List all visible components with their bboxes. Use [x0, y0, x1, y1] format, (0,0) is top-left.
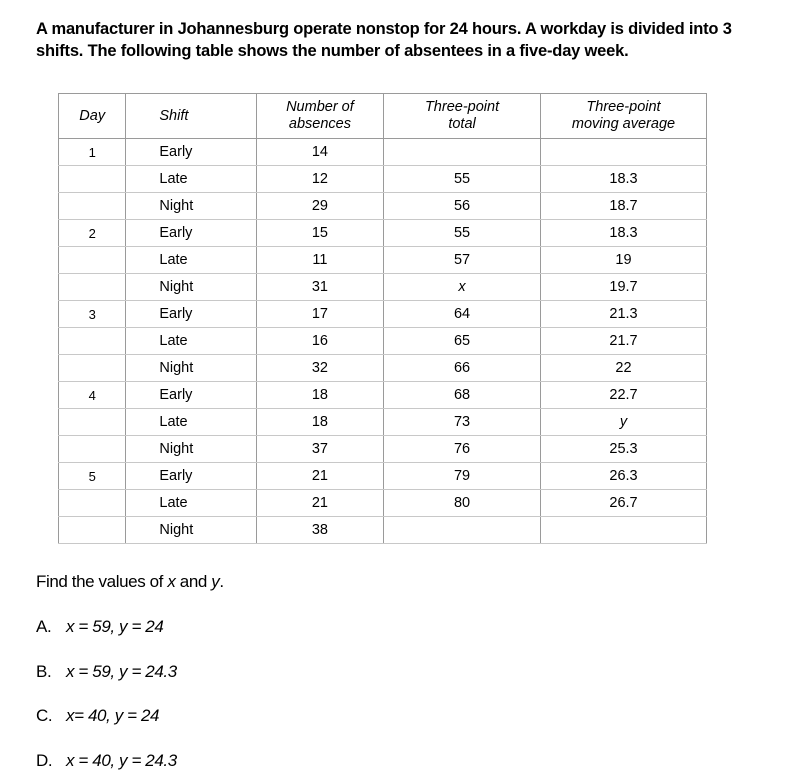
absences-cell: 16: [256, 328, 383, 355]
option-letter: B.: [36, 662, 52, 681]
three-point-total-cell: 55: [384, 220, 541, 247]
variable-x: x: [167, 572, 176, 591]
three-point-total-cell: 66: [384, 355, 541, 382]
three-point-total-cell: 68: [384, 382, 541, 409]
three-point-total-cell: 80: [384, 490, 541, 517]
problem-line-2: shifts. The following table shows the number of absentees in a five-day week.: [36, 42, 629, 60]
option-letter: C.: [36, 706, 53, 725]
moving-average-cell: 18.3: [541, 166, 707, 193]
day-cell: [59, 274, 126, 301]
moving-average-cell: 21.7: [541, 328, 707, 355]
three-point-total-cell: x: [384, 274, 541, 301]
problem-line-1: A manufacturer in Johannesburg operate nonstop for 24 hours. A workday is divided into 3: [36, 20, 732, 38]
day-cell: 5: [59, 463, 126, 490]
table-row: [59, 490, 707, 517]
option-expression: x = 59, y = 24.3: [66, 662, 177, 681]
header-moving-average: Three-point moving average: [541, 94, 707, 139]
table-row: [59, 382, 707, 409]
day-cell: [59, 193, 126, 220]
three-point-total-cell: 76: [384, 436, 541, 463]
shift-cell: Early: [126, 301, 256, 328]
shift-cell: Late: [126, 490, 256, 517]
problem-statement: [36, 18, 756, 62]
absences-cell: 11: [256, 247, 383, 274]
table-row: [59, 355, 707, 382]
day-cell: 2: [59, 220, 126, 247]
day-cell: 1: [59, 139, 126, 166]
absences-cell: 21: [256, 490, 383, 517]
table-row: [59, 166, 707, 193]
day-cell: [59, 166, 126, 193]
moving-average-cell: 18.3: [541, 220, 707, 247]
shift-cell: Night: [126, 193, 256, 220]
moving-average-cell: [541, 517, 707, 544]
day-cell: [59, 436, 126, 463]
moving-average-cell: 18.7: [541, 193, 707, 220]
three-point-total-cell: [384, 139, 541, 166]
option-d[interactable]: [36, 751, 177, 771]
header-absences: Number of absences: [256, 94, 383, 139]
three-point-total-cell: 65: [384, 328, 541, 355]
three-point-total-cell: [384, 517, 541, 544]
table-row: [59, 409, 707, 436]
moving-average-cell: 22: [541, 355, 707, 382]
moving-average-cell: 19: [541, 247, 707, 274]
three-point-total-cell: 55: [384, 166, 541, 193]
option-b[interactable]: [36, 662, 177, 682]
absences-cell: 12: [256, 166, 383, 193]
option-expression: x = 40, y = 24.3: [66, 751, 177, 770]
option-letter: D.: [36, 751, 53, 770]
absences-cell: 18: [256, 382, 383, 409]
shift-cell: Night: [126, 274, 256, 301]
moving-average-cell: [541, 139, 707, 166]
table-row: [59, 247, 707, 274]
absences-cell: 37: [256, 436, 383, 463]
day-cell: 3: [59, 301, 126, 328]
moving-average-cell: 19.7: [541, 274, 707, 301]
moving-average-cell: 25.3: [541, 436, 707, 463]
table-row: [59, 139, 707, 166]
shift-cell: Late: [126, 247, 256, 274]
day-cell: [59, 328, 126, 355]
table-row: [59, 328, 707, 355]
question-text: Find the values of x and y.: [36, 572, 224, 591]
three-point-total-cell: 57: [384, 247, 541, 274]
moving-average-cell: 21.3: [541, 301, 707, 328]
absences-cell: 38: [256, 517, 383, 544]
option-letter: A.: [36, 617, 52, 636]
absences-cell: 18: [256, 409, 383, 436]
absentees-table: [58, 93, 707, 544]
table-header-row: [59, 94, 707, 139]
absences-cell: 29: [256, 193, 383, 220]
three-point-total-cell: 73: [384, 409, 541, 436]
shift-cell: Early: [126, 382, 256, 409]
absences-cell: 32: [256, 355, 383, 382]
variable-y: y: [211, 572, 220, 591]
shift-cell: Early: [126, 220, 256, 247]
shift-cell: Night: [126, 355, 256, 382]
shift-cell: Late: [126, 166, 256, 193]
day-cell: [59, 490, 126, 517]
moving-average-cell: 22.7: [541, 382, 707, 409]
absences-cell: 31: [256, 274, 383, 301]
option-expression: x= 40, y = 24: [66, 706, 160, 725]
table-row: [59, 193, 707, 220]
header-three-point-total: Three-point total: [384, 94, 541, 139]
shift-cell: Late: [126, 409, 256, 436]
shift-cell: Late: [126, 328, 256, 355]
table-row: [59, 517, 707, 544]
table-row: [59, 436, 707, 463]
option-expression: x = 59, y = 24: [66, 617, 164, 636]
table-row: [59, 274, 707, 301]
shift-cell: Night: [126, 436, 256, 463]
absences-cell: 17: [256, 301, 383, 328]
absences-cell: 15: [256, 220, 383, 247]
three-point-total-cell: 56: [384, 193, 541, 220]
shift-cell: Night: [126, 517, 256, 544]
day-cell: 4: [59, 382, 126, 409]
moving-average-cell: y: [541, 409, 707, 436]
day-cell: [59, 355, 126, 382]
table-row: [59, 301, 707, 328]
header-day: Day: [59, 94, 126, 139]
shift-cell: Early: [126, 139, 256, 166]
day-cell: [59, 409, 126, 436]
header-shift: Shift: [126, 94, 256, 139]
moving-average-cell: 26.7: [541, 490, 707, 517]
absences-cell: 21: [256, 463, 383, 490]
table-row: [59, 220, 707, 247]
day-cell: [59, 247, 126, 274]
table-row: [59, 463, 707, 490]
three-point-total-cell: 64: [384, 301, 541, 328]
three-point-total-cell: 79: [384, 463, 541, 490]
option-a[interactable]: [36, 617, 163, 637]
shift-cell: Early: [126, 463, 256, 490]
option-c[interactable]: [36, 706, 159, 726]
absences-cell: 14: [256, 139, 383, 166]
day-cell: [59, 517, 126, 544]
moving-average-cell: 26.3: [541, 463, 707, 490]
